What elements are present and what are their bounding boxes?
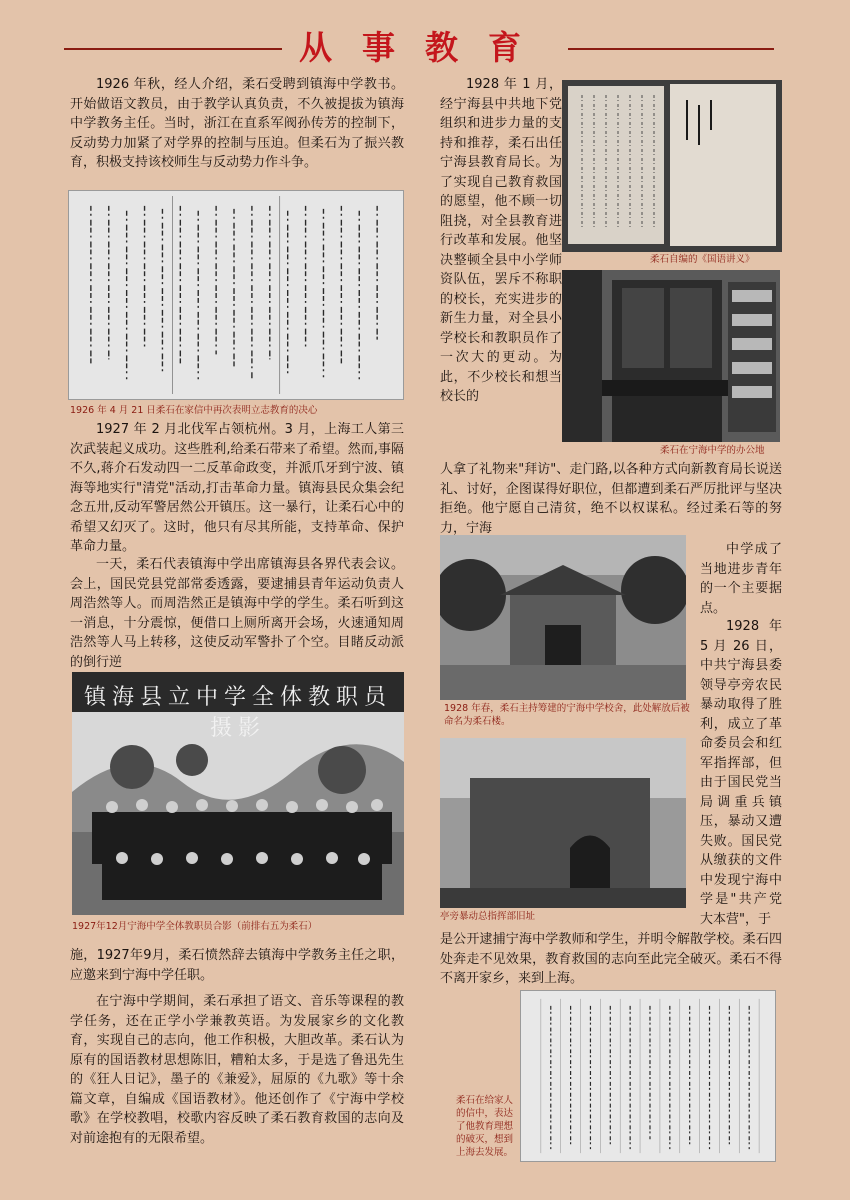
school-building-photo [440,535,686,700]
paragraph-tingpang-uprising: 1928 年 5 月 26 日，中共宁海县委领导亭旁农民暴动取得了胜利，成立了革命委员会和红军指挥部，但由于国民党当局调重兵镇压，暴动又遭失败。国民党从缴获的文件中发现宁海中学是"共产党大本营"，于 [700,619,782,927]
family-letter-1926-photo [68,190,404,400]
title-rule-left [64,48,282,50]
office-photo [562,270,780,442]
paragraph-ninghai-teaching: 在宁海中学期间，柔石承担了语文、音乐等课程的教学任务，还在正学小学兼教英语。为发展家乡的文化教育，实现自己的志向，他工作积极，大胆改革。柔石认为原有的国语教材思想陈旧，糟粕太多，于是选了鲁迅先生的《狂人日记》，墨子的《兼爱》，屈原的《九歌》等十余篇文章，自编成《国语教材》。他还创作了《宁海中学校歌》在学校教唱，校歌内容反映了柔石教育救国的志向及对前途抱有的无限希望。 [70,994,404,1146]
caption-staff-group-photo: 1927年12月宁海中学全体教职员合影（前排右五为柔石） [72,921,318,932]
command-ruin-photo [440,738,686,908]
group-photo-banner: 镇海县立中学全体教职员摄影 [83,685,392,741]
paragraph-zhenhai-intro: 1926 年秋，经人介绍，柔石受聘到镇海中学教书。开始做语文教员，由于教学认真负责，不久被提拔为镇海中学教务主任。当时，浙江在直系军阀孙传芳的控制下，反动势力加紧了对学界的控制与压迫。但柔石为了振兴教育，积极支持该校师生与反动势力作斗争。 [70,77,404,170]
paragraph-leaving-hometown: 是公开逮捕宁海中学教师和学生，并明令解散学校。柔石四处奔走不见效果，教育救国的志向至此完全破灭。柔石不得不离开家乡，来到上海。 [440,932,782,986]
staff-group-photo-1927 [72,672,404,915]
textbook-photo [562,80,782,252]
page-title: 从事教育 [299,28,551,67]
paragraph-education-director: 1928 年 1 月，经宁海县中共地下党组织和进步力量的支持和推荐，柔石出任宁海县教育局长。为了实现自己教育救国的愿望，他不顾一切阻挠，对全县教育进行改革和发展。他坚决整顿全县中小学师资队伍，罢斥不称职的校长，充实进步的新生力量，对全县小学校长和教职员作了一次大的更动。为此，不少校长和想当校长的 [440,77,562,404]
paragraph-stronghold: 中学成了当地进步青年的一个主要据点。 [700,542,782,616]
caption-family-letter: 1926 年 4 月 21 日柔石在家信中再次表明立志教育的决心 [70,405,318,416]
paragraph-refusing-bribes: 人拿了礼物来"拜访"、走门路,以各种方式向新教育局长说送礼、讨好，企图谋得好职位，但都遭到柔石严厉批评与坚决拒绝。他宁愿自己清贫，绝不以权谋私。经过柔石等的努力，宁海 [440,462,782,536]
caption-office: 柔石在宁海中学的办公地 [660,445,765,456]
caption-textbook: 柔石自编的《国语讲义》 [650,254,755,265]
caption-letter-to-family: 柔石在给家人的信中，表达了他教育理想的破灭，想到上海去发展。 [456,1095,514,1158]
caption-school-building: 1928 年春，柔石主持筹建的宁海中学校舍，此处解放后被命名为柔石楼。 [444,703,690,727]
title-rule-right [568,48,774,50]
paragraph-resignation: 施，1927年9月，柔石愤然辞去镇海中学教务主任之职，应邀来到宁海中学任职。 [70,948,404,983]
paragraph-northern-expedition: 1927 年 2 月北伐军占领杭州。3 月，上海工人第三次武装起义成功。这些胜利,给柔石带来了希望。然而,事隔不久,蒋介石发动四一二反革命政变，并派爪牙到宁波、镇海等地实行"清党"活动,打击革命力量。镇海县民众集会纪念五卅,反动军警居然公开镇压。这一暴行，让柔石心中的希望又幻灭了。这时，他只有尽其所能，支持革命、保护革命力量。 [70,422,404,554]
paragraph-county-meeting: 一天，柔石代表镇海中学出席镇海县各界代表会议。会上，国民党县党部常委透露，要逮捕县青年运动负责人周浩然等人。而周浩然正是镇海中学的学生。柔石听到这一消息，十分震惊，便借口上厕所离开会场，火速通知周浩然等人马上转移，这使反动军警扑了个空。目睹反动派的倒行逆 [70,557,404,670]
caption-command-ruin: 亭旁暴动总指挥部旧址 [440,911,536,922]
letter-to-family-photo [520,990,776,1162]
